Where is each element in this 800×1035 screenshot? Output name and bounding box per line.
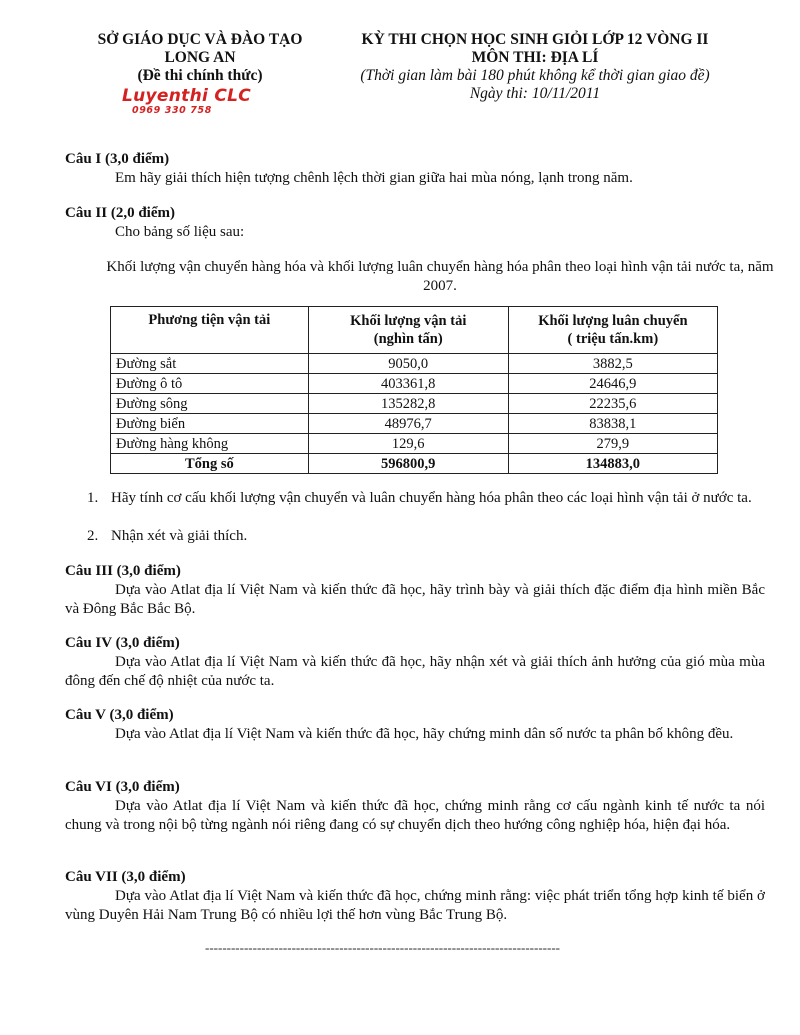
total-volume-cell: 596800,9 xyxy=(308,454,508,474)
list-item-number: 1. xyxy=(87,490,99,506)
table-row xyxy=(111,394,718,414)
question-2-intro: Cho bảng số liệu sau: xyxy=(115,224,245,240)
issuer-block xyxy=(60,31,340,85)
question-5-text: Dựa vào Atlat địa lí Việt Nam và kiến thức đã học, hãy chứng minh dân số nước ta phân bố không đều. xyxy=(115,726,734,742)
transport-type-cell: Đường hàng không xyxy=(111,434,309,454)
department-name: SỞ GIÁO DỤC VÀ ĐÀO TẠO xyxy=(97,31,303,48)
question-7-text: Dựa vào Atlat địa lí Việt Nam và kiến thức đã học, chứng minh rằng: việc phát triển tổng hợp kinh tế biển ở vùng Duyên Hải Nam Trung Bộ có nhiều lợi thế hơn vùng Bắc Trung Bộ. xyxy=(65,888,765,923)
transport-type-cell: Đường biển xyxy=(111,414,309,434)
total-label-cell: Tổng số xyxy=(111,454,309,474)
table-row xyxy=(111,414,718,434)
table-caption: Khối lượng vận chuyển hàng hóa và khối lượng luân chuyển hàng hóa phân theo loại hình vận tải nước ta, năm 2007. xyxy=(106,259,774,294)
column-header-line: ( triệu tấn.km) xyxy=(567,331,659,347)
column-header xyxy=(111,307,309,354)
column-header-line: Khối lượng vận tải xyxy=(350,313,467,329)
list-item-text: Nhận xét và giải thích. xyxy=(111,528,248,544)
table-row xyxy=(111,434,718,454)
question-7-title: Câu VII (3,0 điểm) xyxy=(65,869,186,885)
watermark-stamp xyxy=(122,87,282,116)
freight-volume-cell: 135282,8 xyxy=(308,394,508,414)
freight-turnover-cell: 83838,1 xyxy=(508,414,717,434)
question-4-text: Dựa vào Atlat địa lí Việt Nam và kiến thức đã học, hãy nhận xét và giải thích ảnh hưởng của gió mùa mùa đông đến chế độ nhiệt của nước ta. xyxy=(65,654,765,689)
table-total-row xyxy=(111,454,718,474)
exam-date: Ngày thi: 10/11/2011 xyxy=(469,85,601,102)
question-1-title: Câu I (3,0 điểm) xyxy=(65,151,170,167)
column-header-line: (nghìn tấn) xyxy=(373,331,443,347)
freight-turnover-cell: 24646,9 xyxy=(508,374,717,394)
column-header-line: Phương tiện vận tải xyxy=(148,312,271,328)
stamp-phone: 0969 330 758 xyxy=(132,105,212,116)
list-item-text: Hãy tính cơ cấu khối lượng vận chuyển và luân chuyển hàng hóa phân theo các loại hình vận tải ở nước ta. xyxy=(111,490,752,506)
freight-volume-cell: 403361,8 xyxy=(308,374,508,394)
freight-volume-cell: 129,6 xyxy=(308,434,508,454)
total-turnover-cell: 134883,0 xyxy=(508,454,717,474)
question-6-title: Câu VI (3,0 điểm) xyxy=(65,779,180,795)
question-2-title: Câu II (2,0 điểm) xyxy=(65,205,176,221)
question-5-title: Câu V (3,0 điểm) xyxy=(65,707,174,723)
freight-turnover-cell: 279,9 xyxy=(508,434,717,454)
list-item xyxy=(87,527,767,546)
list-item-number: 2. xyxy=(87,528,99,544)
column-header xyxy=(508,307,717,354)
column-header xyxy=(308,307,508,354)
exam-subject: MÔN THI: ĐỊA LÍ xyxy=(471,49,599,66)
table-row xyxy=(111,354,718,374)
question-1-text: Em hãy giải thích hiện tượng chênh lệch thời gian giữa hai mùa nóng, lạnh trong năm. xyxy=(115,170,633,186)
end-divider: ---------------------------------------------------------------------------------- xyxy=(205,940,560,955)
transport-table xyxy=(110,306,718,474)
table-header-row xyxy=(111,307,718,354)
column-header-line: Khối lượng luân chuyển xyxy=(538,313,688,329)
transport-type-cell: Đường ô tô xyxy=(111,374,309,394)
exam-info-block xyxy=(335,31,735,103)
list-item xyxy=(87,489,767,508)
question-3-title: Câu III (3,0 điểm) xyxy=(65,563,181,579)
freight-turnover-cell: 3882,5 xyxy=(508,354,717,374)
exam-duration: (Thời gian làm bài 180 phút không kể thời gian giao đề) xyxy=(360,67,710,84)
official-label: (Đề thi chính thức) xyxy=(137,67,263,84)
province-name: LONG AN xyxy=(164,49,236,66)
exam-title: KỲ THI CHỌN HỌC SINH GIỎI LỚP 12 VÒNG II xyxy=(361,31,709,48)
transport-type-cell: Đường sắt xyxy=(111,354,309,374)
question-4-title: Câu IV (3,0 điểm) xyxy=(65,635,180,651)
table-row xyxy=(111,374,718,394)
freight-volume-cell: 9050,0 xyxy=(308,354,508,374)
stamp-title: Luyenthi CLC xyxy=(122,86,252,106)
question-3-text: Dựa vào Atlat địa lí Việt Nam và kiến thức đã học, hãy trình bày và giải thích đặc điểm địa hình miền Bắc và Đông Bắc Bắc Bộ. xyxy=(65,582,765,617)
transport-type-cell: Đường sông xyxy=(111,394,309,414)
question-6-text: Dựa vào Atlat địa lí Việt Nam và kiến thức đã học, chứng minh rằng cơ cấu ngành kinh tế nước ta nói chung và trong nội bộ từng ngành nói riêng đang có sự chuyển dịch theo hướng công nghiệp hóa, hiện đại hóa. xyxy=(65,798,765,833)
freight-turnover-cell: 22235,6 xyxy=(508,394,717,414)
freight-volume-cell: 48976,7 xyxy=(308,414,508,434)
